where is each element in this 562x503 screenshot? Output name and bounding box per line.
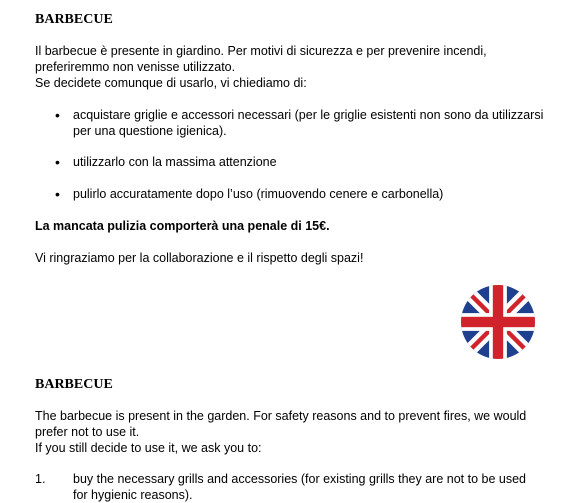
italian-bullet-item [55, 186, 545, 202]
italian-heading: BARBECUE [35, 12, 113, 27]
bullet-text: utilizzarlo con la massima attenzione [73, 155, 277, 169]
bullet-icon: • [55, 186, 60, 202]
italian-intro-line2: Se decidete comunque di usarlo, vi chiediamo di: [35, 76, 307, 90]
english-heading: BARBECUE [35, 377, 113, 392]
uk-flag-icon [461, 285, 535, 359]
bullet-icon: • [55, 154, 60, 170]
bullet-icon: • [55, 107, 60, 123]
english-numbered-item [35, 471, 535, 503]
italian-bullet-item [55, 107, 545, 139]
italian-thanks: Vi ringraziamo per la collaborazione e il rispetto degli spazi! [35, 251, 364, 265]
italian-bullet-item [55, 154, 545, 170]
english-intro-line1: The barbecue is present in the garden. For safety reasons and to prevent fires, we would prefer not to use it. [35, 409, 527, 439]
english-intro-line2: If you still decide to use it, we ask you to: [35, 441, 262, 455]
bullet-text: acquistare griglie e accessori necessari (per le griglie esistenti non sono da utilizzarsi per una questione igienica). [73, 108, 544, 138]
bullet-text: pulirlo accuratamente dopo l’uso (rimuovendo cenere e carbonella) [73, 187, 444, 201]
list-number: 1. [35, 472, 46, 486]
italian-intro-line1: Il barbecue è presente in giardino. Per motivi di sicurezza e per prevenire incendi, preferiremmo non venisse utilizzato. [35, 44, 487, 74]
list-item-text: buy the necessary grills and accessories (for existing grills they are not to be used for hygienic reasons). [73, 472, 527, 502]
italian-penalty: La mancata pulizia comporterà una penale di 15€. [35, 219, 330, 233]
